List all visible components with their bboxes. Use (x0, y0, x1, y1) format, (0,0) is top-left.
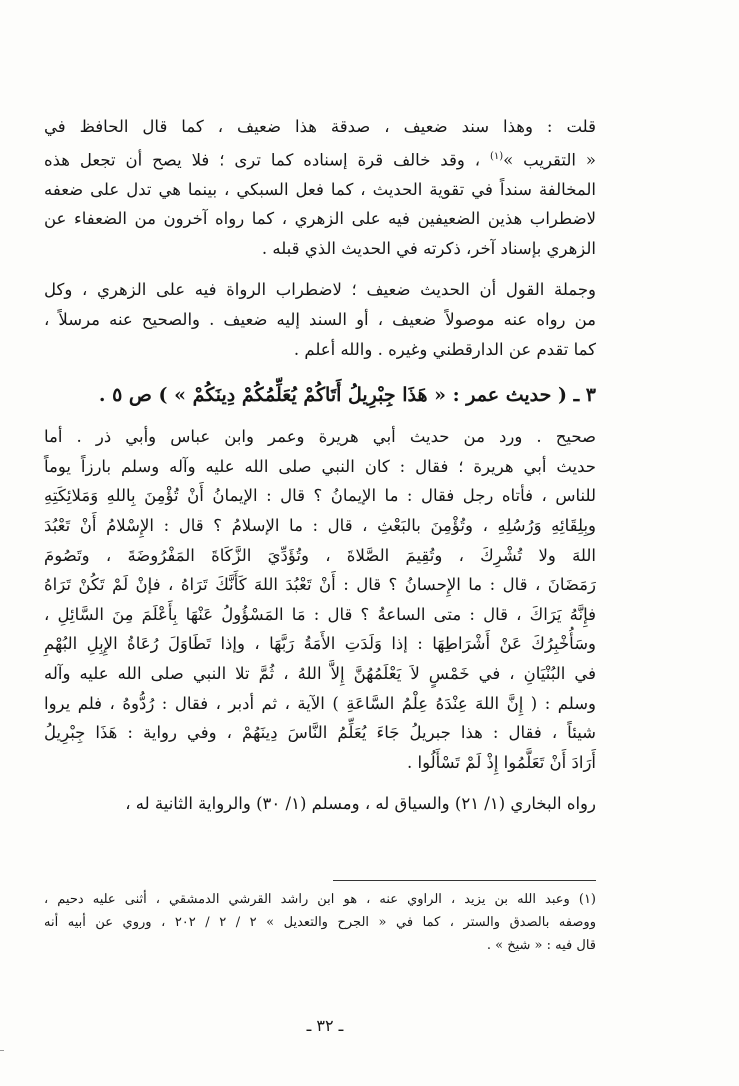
p2-line-3: كما تقدم عن الدارقطني وغيره . والله أعلم . (293, 339, 596, 359)
body-line-11: شيئاً ، فقال : هذا جبريلُ جَاءَ يُعَلِّمُ النَّاسَ دِينَهُمْ ، وفي رواية : هَذَا جِبْرِيلُ (44, 723, 596, 743)
p1-line-2 (44, 142, 596, 175)
closing-line: رواه البخاري (١/ ٢١) والسياق له ، ومسلم (١/ ٣٠) والرواية الثانية له ، (125, 794, 596, 814)
body-line-1: صحيح . ورد من حديث أبي هريرة وعمر وابن عباس وأبي ذر . أما (44, 427, 596, 447)
body-line-2: حديث أبي هريرة ؛ فقال : كان النبي صلى الله عليه وآله وسلم بارزاً يوماً (44, 456, 596, 476)
body-line-12: أَرَادَ أَنْ تَعَلَّمُوا إِذْ لَمْ تَسْأَلُوا . (407, 752, 596, 772)
footnote-line-1: (١) وعبد الله بن يزيد ، الراوي عنه ، هو ابن راشد القرشي الدمشقي ، أثنى عليه دحيم ، (44, 892, 596, 907)
p1-line-5: الزهري بإسناد آخر، ذكرته في الحديث الذي قبله . (261, 238, 596, 258)
footnote-separator (333, 880, 596, 881)
p2-line-2: من رواه عنه موصولاً ضعيف ، أو السند إليه ضعيف . والصحيح عنه مرسلاً ، (44, 310, 596, 330)
heading-suffix: ) ص ٥ . (98, 384, 168, 407)
footnotes (44, 888, 596, 957)
p2-line-1: وجملة القول أن الحديث ضعيف ؛ لاضطراب الرواة فيه على الزهري ، وكل (44, 280, 596, 300)
p1-line-1: قلت : وهذا سند ضعيف ، صدقة هذا ضعيف ، كما قال الحافظ في (44, 117, 596, 136)
paragraph-1 (44, 112, 596, 263)
body-line-4: وبِلِقَائِهِ وَرُسُلِهِ ، وتُؤْمِنَ بالبَعْثِ ، قال : ما الإسلامُ ؟ قال : الإِسْلامُ أَنْ تَعْبُدَ (44, 516, 596, 536)
paragraph-2 (44, 275, 596, 364)
margin-mark (0, 1050, 4, 1051)
page-number: ـ ٣٢ ـ (306, 1016, 344, 1035)
p1-line-4: لاضطراب هذين الضعيفين فيه على الزهري ، كما رواه آخرون من الضعفاء عن (44, 209, 596, 229)
body-line-5: اللهَ ولا تُشْرِكَ ، وتُقِيمَ الصَّلاةَ ، وتُؤَدِّيَ الزَّكَاةَ المَفْرُوضَةَ ، وتَصُومَ (44, 545, 596, 565)
p1-line-3: المخالفة سنداً في تقوية الحديث ، كما فعل السبكي ، بينما هي تدل على ضعفه (44, 179, 596, 199)
page-content (44, 112, 596, 819)
body-line-7: فإِنَّهُ يَرَاكَ ، قال : متى الساعةُ ؟ قال : مَا المَسْؤُولُ عَنْهَا بِأَعْلَمَ مِنَ السَّائِلِ ، (44, 604, 596, 624)
heading-quote: « هَذَا جِبْرِيلُ أَتَاكُمْ يُعَلِّمُكُمْ دِينَكُمْ » (174, 384, 447, 407)
body-line-9: في البُنْيَانِ ، في خَمْسٍ لاَ يَعْلَمُهُنَّ إِلاَّ اللهُ ، ثُمَّ تلا النبي صلى الله عليه وآله (44, 664, 596, 683)
p1-line-2-start: « التقريب » (503, 150, 596, 170)
body-line-8: وسَأُخْبِرُكَ عَنْ أَشْرَاطِهَا : إذا وَلَدَتِ الأَمَةُ رَبَّهَا ، وإذا تَطَاوَلَ رُعَاةُ الإِبِلِ البُهْمِ (44, 634, 596, 654)
footnote-line-3: قال فيه : « شيخ » . (486, 938, 596, 953)
body-line-6: رَمَضَانَ ، قال : ما الإِحسانُ ؟ قال : أَنْ تَعْبُدَ اللهَ كَأَنَّكَ تَرَاهُ ، فإنْ لَمْ تَكُنْ تَرَاهُ (44, 575, 596, 595)
body-line-10: وسلم : ( إِنَّ اللهَ عِنْدَهُ عِلْمُ السَّاعَةِ ) الآية ، ثم أدبر ، فقال : رُدُّوهُ ، فلم يروا (44, 693, 596, 713)
footnote-line-2: ووصفه بالصدق والستر ، كما في « الجرح والتعديل » ٢ / ٢ / ٢٠٢ ، وروي عن أبيه أنه (44, 915, 596, 930)
closing-paragraph (44, 789, 596, 819)
footnote-ref[interactable]: (١) (489, 150, 504, 162)
body-line-3: للناس ، فأتاه رجل فقال : ما الإيمانُ ؟ قال : الإيمانُ أَنْ تُؤْمِنَ بِاللهِ وَمَلائِكَتِهِ (44, 486, 596, 506)
hadith-body (44, 422, 596, 777)
p1-line-2-end: ، وقد خالف قرة إسناده كما ترى ؛ فلا يصح أن تجعل هذه (44, 150, 481, 170)
heading-prefix: ٣ ـ ( حديث عمر : (452, 384, 596, 407)
hadith-heading (44, 378, 596, 412)
